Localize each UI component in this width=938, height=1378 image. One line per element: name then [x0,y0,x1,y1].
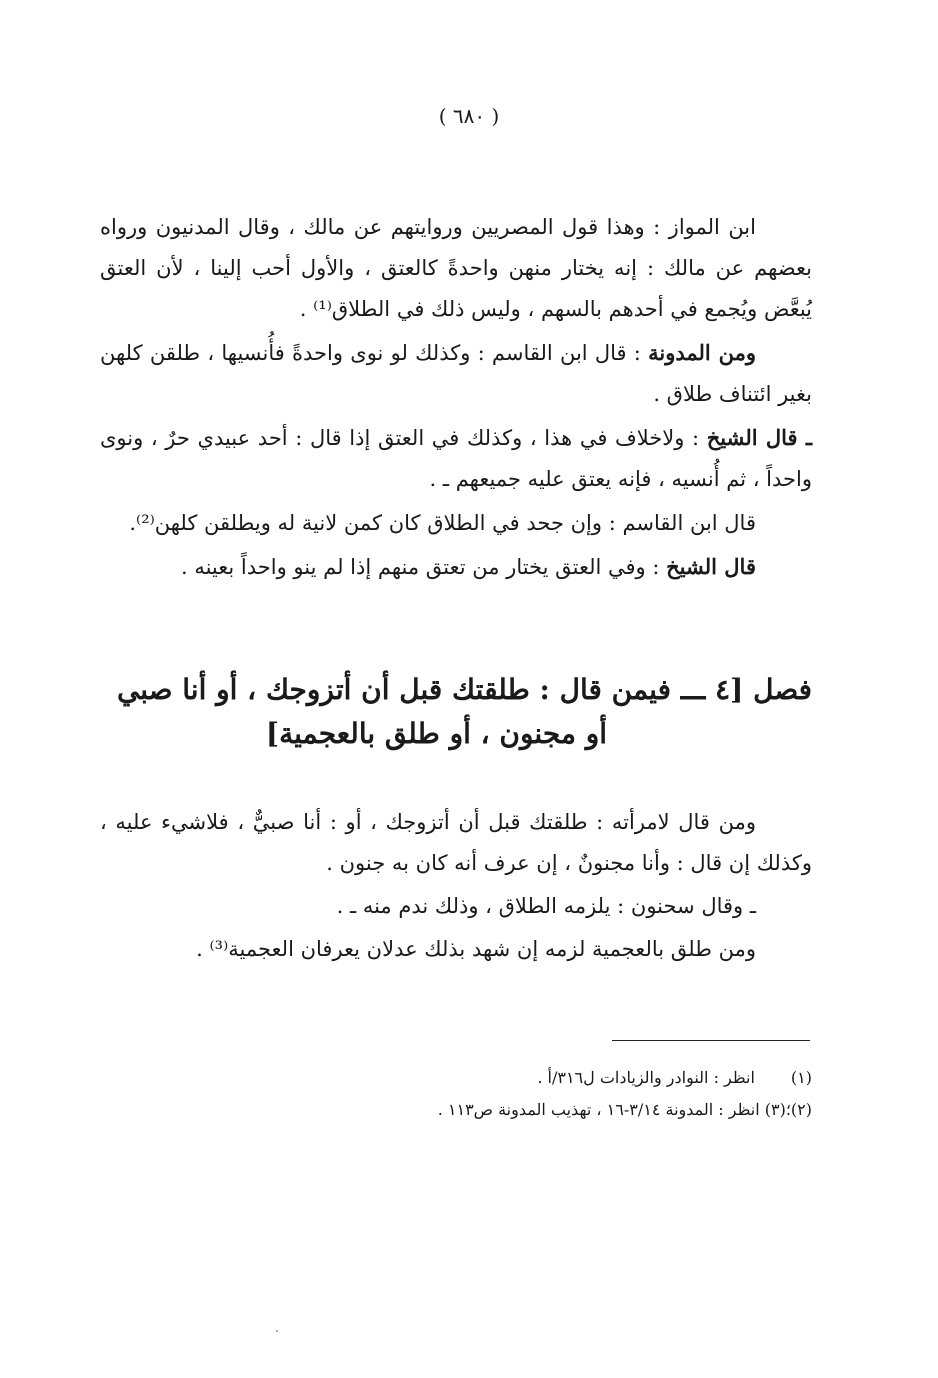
paragraph-lead: قال الشيخ [666,554,756,579]
footnote-text: انظر : النوادر والزيادات ل٣١٦/أ . [537,1068,755,1087]
paragraph [100,206,812,330]
paragraph [100,546,812,588]
paragraph: ومن طلق بالعجمية لزمه إن شهد بذلك عدلان يعرفان العجمية⁽³⁾ . [196,937,756,961]
paragraph-text: : وفي العتق يختار من تعتق منهم إذا لم ينو واحداً بعينه . [180,555,667,579]
paragraph-text: : قال ابن القاسم : وكذلك لو نوى واحدةً فأُنسيها ، طلقن كلهن بغير ائتناف طلاق . [100,341,812,406]
footnote [100,1094,812,1126]
paragraph [100,417,812,500]
paragraph [100,332,812,415]
paragraph-text: : ولاخلاف في هذا ، وكذلك في العتق إذا قال : أحد عبيدي حرٌ ، ونوى واحداً ، ثم أُنسيه ، فإنه يعتق عليه جميعهم ـ . [100,426,812,491]
paragraph-lead: ـ قال الشيخ [706,425,812,450]
section-heading-line-2: أو مجنون ، أو طلق بالعجمية] [265,717,607,750]
body-text-top [100,206,812,590]
footnote-text: انظر : المدونة ٣/١٤-١٦ ، تهذيب المدونة ص١١٣ . [437,1100,760,1119]
section-heading-line-1: فصل [٤ ـــ فيمن قال : طلقتك قبل أن أتزوجك ، أو أنا صبي [116,673,812,706]
footnote-number: (٢)؛(٣) [764,1100,812,1119]
section-heading [100,668,812,756]
scan-speck [276,1330,278,1332]
paragraph: ومن قال لامرأته : طلقتك قبل أن أتزوجك ، أو : أنا صبيٌّ ، فلاشيء عليه ، وكذلك إن قال : وأنا مجنونٌ ، إن عرف أنه كان به جنون . [100,810,812,875]
paragraph-text: ابن المواز : وهذا قول المصريين وروايتهم عن مالك ، وقال المدنيون ورواه بعضهم عن مالك : إنه يختار منهن واحدةً كالعتق ، والأول أحب إلينا ، لأن العتق يُبعَّض ويُجمع في أحدهم بالسهم ، وليس ذلك في الطلاق⁽¹⁾ . [100,215,812,321]
paragraph-text: قال ابن القاسم : وإن جحد في الطلاق كان كمن لانية له ويطلقن كلهن⁽²⁾. [129,511,756,535]
footnotes [100,1062,812,1126]
paragraph [100,502,812,544]
body-text-bottom [100,802,812,972]
paragraph-lead: ومن المدونة [648,340,756,365]
footnote [100,1062,812,1094]
footnote-number: (١) [790,1068,812,1087]
footnote-divider [612,1040,810,1041]
page-number: ( ٦٨٠ ) [438,104,500,128]
paragraph: ـ وقال سحنون : يلزمه الطلاق ، وذلك ندم منه ـ . [336,894,756,918]
